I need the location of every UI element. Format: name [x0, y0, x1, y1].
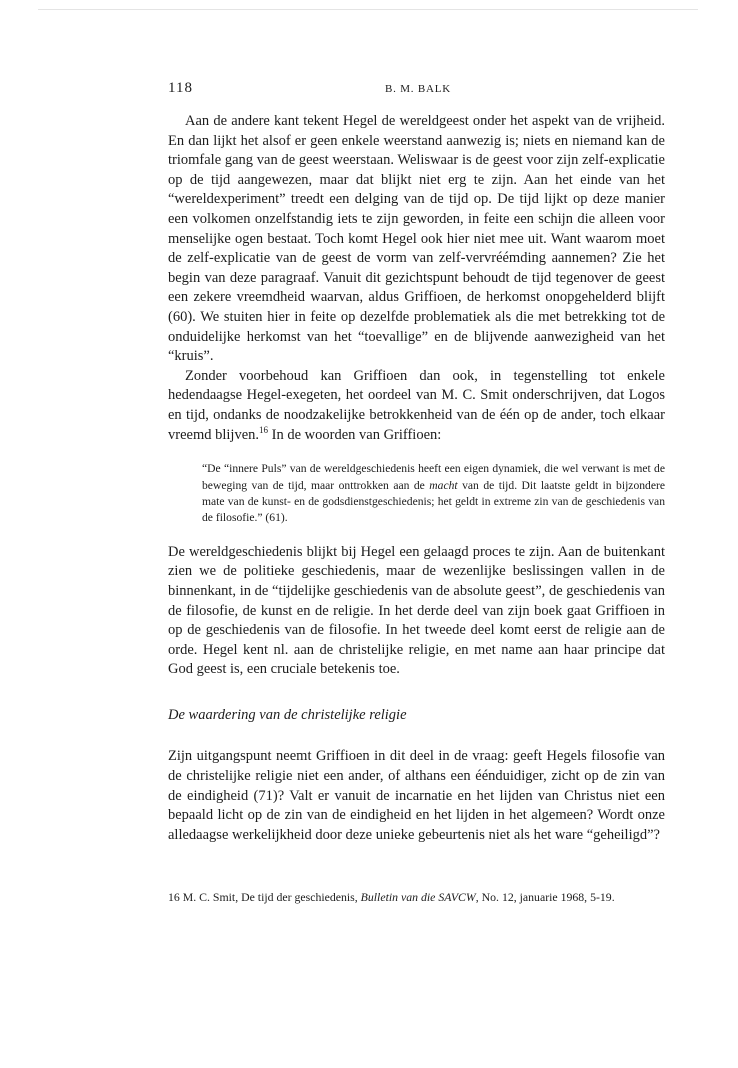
quote-text-1: “De “innere Puls” van de wereldgeschiedenis heeft een eigen dynamiek, die wel verwant is met de beweging van de tijd, maar onttrokken aan de [202, 462, 665, 492]
footnote-16 [168, 889, 665, 906]
paragraph-4: Zijn uitgangspunt neemt Griffioen in dit deel in de vraag: geeft Hegels filosofie van de christelijke religie niet een ander, of althans een éénduidiger, zicht op de zin van de eindigheid (71)? Valt er vanuit de incarnatie en het lijden van Christus niet een bepaald licht op de zin van de eindigheid en het lijden in het algemeen? Wordt onze alledaagse werkelijkheid door deze unieke gebeurtenis niet als het ware “geheiligd”? [168, 748, 665, 843]
page-header [168, 80, 668, 100]
footnote-number: 16 [168, 890, 180, 904]
paragraph-2-text: Zonder voorbehoud kan Griffioen dan ook, in tegenstelling tot enkele hedendaagse Hegel-exegeten, het oordeel van M. C. Smit onderschrijven, dat Logos en tijd, ondanks de noodzakelijke betrokkenheid van de één op de ander, toch elkaar vreemd blijven. [168, 367, 665, 443]
section-heading: De waardering van de christelijke religie [168, 706, 407, 723]
quote-emphasis: macht [429, 478, 458, 492]
paragraph-2 [168, 367, 665, 445]
page-number: 118 [168, 80, 193, 96]
footnote-journal-title: Bulletin van die SAVCW [360, 890, 476, 904]
footnote-ref-16[interactable]: 16 [259, 424, 269, 435]
paragraph-2-tail: In de woorden van Griffioen: [268, 426, 442, 443]
paragraph-3: De wereldgeschiedenis blijkt bij Hegel een gelaagd proces te zijn. Aan de buitenkant zien we de politieke geschiedenis, maar de wezenlijke beslissingen vallen in de binnenkant, in de “tijdelijke geschiedenis van de absolute geest”, de geschiedenis van de filosofie, de kunst en de religie. In het derde deel van zijn boek gaat Griffioen in op de geschiedenis van de filosofie. In het tweede deel komt eerst de religie aan de orde. Hegel kent nl. aan de christelijke religie, en met name aan haar principe dat God geest is, een cruciale betekenis toe. [168, 543, 665, 678]
paragraph-1: Aan de andere kant tekent Hegel de wereldgeest onder het aspekt van de vrijheid. En dan lijkt het alsof er geen enkele weerstand aanwezig is; niets en niemand kan de triomfale gang van de geest weerstaan. Weliswaar is de geest voor zijn zelf-explicatie op de tijd aangewezen, maar dat blijkt niet erg te zijn. Aan het einde van het “wereldexperiment” treedt een delging van de tijd op. De tijd lijkt op deze manier een volkomen onzelfstandig iets te zijn geworden, in feite een schijn die alleen voor menselijke ogen bestaat. Toch komt Hegel ook hier niet mee uit. Want waarom moet de zelf-explicatie van de geest de vorm van zelf-vervréémding aannemen? Zie het begin van deze paragraaf. Vanuit dit gezichtspunt behoudt de tijd tegenover de geest een zekere vreemdheid waarvan, aldus Griffioen, de herkomst onopgehelderd blijft (60). We stuiten hier in feite op dezelfde problematiek als die met betrekking tot de onduidelijke herkomst van het “toevallige” en de blijvende aanwezigheid van het “kruis”. [168, 113, 665, 365]
footnote-text-1: M. C. Smit, De tijd der geschiedenis, [179, 890, 361, 904]
running-head: B. M. BALK [384, 83, 452, 95]
footnote-text-2: , No. 12, januarie 1968, 5-19. [475, 890, 615, 904]
page-top-edge [38, 9, 698, 10]
block-quote [202, 461, 665, 527]
body-text [168, 112, 665, 845]
quote-text-2: van de tijd. Dit laatste geldt in bijzondere mate van de kunst- en de godsdienstgeschiedenis; het geldt in extreme zin van de geschiedenis van de filosofie.” (61). [202, 478, 665, 525]
